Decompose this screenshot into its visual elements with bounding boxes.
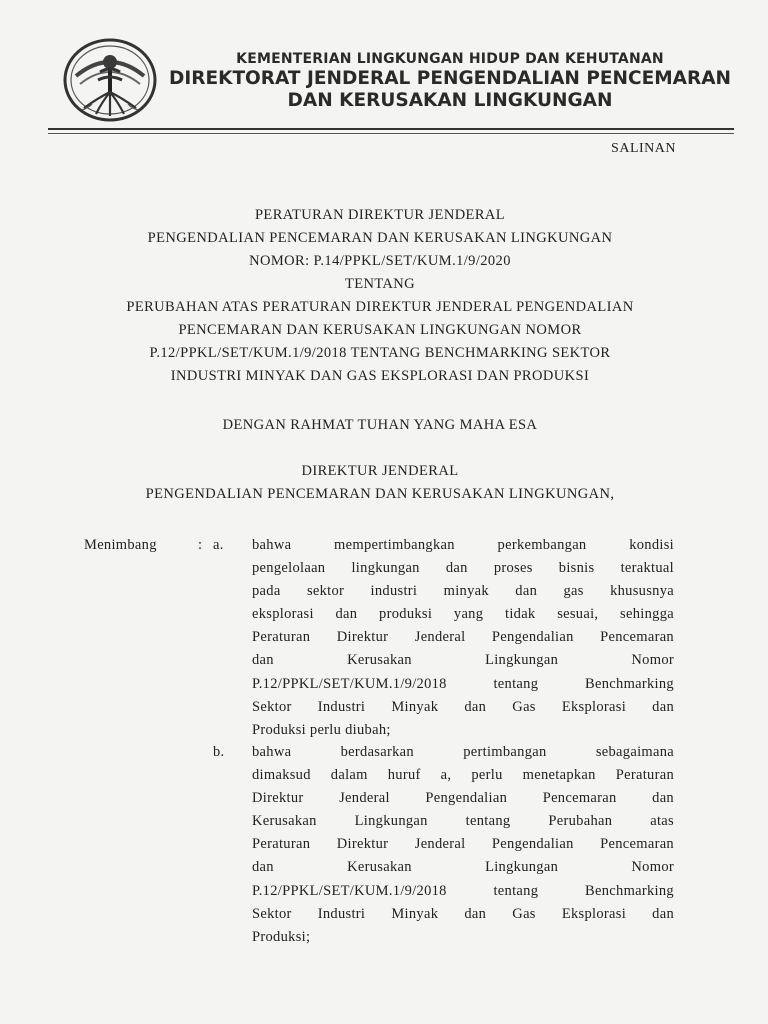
paragraph-line: bahwa berdasarkan pertimbangan sebagaimana (252, 744, 674, 760)
paragraph-line: pada sektor industri minyak dan gas khususnya (252, 583, 674, 600)
letterhead-rule-thick (48, 128, 734, 130)
menimbang-colon: : (198, 537, 203, 553)
directorate-name-line1: DIREKTORAT JENDERAL PENGENDALIAN PENCEMARAN (168, 68, 732, 89)
title-line: INDUSTRI MINYAK DAN GAS EKSPLORASI DAN PRODUKSI (170, 368, 590, 384)
signatory-line: DIREKTUR JENDERAL (301, 463, 459, 479)
item-marker-a: a. (213, 537, 224, 553)
consideration-item-a (252, 534, 674, 742)
paragraph-line: pengelolaan lingkungan dan proses bisnis teraktual (252, 560, 674, 577)
menimbang-label: Menimbang (84, 537, 157, 553)
title-line: PENCEMARAN DAN KERUSAKAN LINGKUNGAN NOMOR (178, 322, 582, 338)
regulation-title (80, 204, 680, 388)
paragraph-line: Produksi; (252, 928, 311, 945)
paragraph-line: P.12/PPKL/SET/KUM.1/9/2018 tentang Benchmarking (252, 882, 674, 899)
paragraph-line: Peraturan Direktur Jenderal Pengendalian Pencemaran (252, 836, 674, 853)
paragraph-line: dimaksud dalam huruf a, perlu menetapkan Peraturan (252, 767, 674, 784)
paragraph-line: Peraturan Direktur Jenderal Pengendalian Pencemaran (252, 629, 674, 646)
ministry-tree-emblem-icon (62, 38, 158, 122)
copy-stamp: SALINAN (611, 141, 676, 156)
title-line: TENTANG (344, 276, 416, 292)
ministry-name: KEMENTERIAN LINGKUNGAN HIDUP DAN KEHUTANAN (236, 51, 664, 67)
paragraph-line: Kerusakan Lingkungan tentang Perubahan atas (252, 813, 674, 830)
blessing (80, 414, 680, 437)
consideration-item-b (252, 741, 674, 949)
signatory-heading (80, 460, 680, 506)
paragraph-line: Sektor Industri Minyak dan Gas Eksplorasi dan (252, 698, 674, 715)
title-line: NOMOR: P.14/PPKL/SET/KUM.1/9/2020 (249, 253, 511, 269)
signatory-line: PENGENDALIAN PENCEMARAN DAN KERUSAKAN LINGKUNGAN, (145, 486, 615, 502)
title-line: PERUBAHAN ATAS PERATURAN DIREKTUR JENDERAL PENGENDALIAN (126, 299, 634, 315)
paragraph-line: dan Kerusakan Lingkungan Nomor (252, 652, 674, 669)
paragraph-line: dan Kerusakan Lingkungan Nomor (252, 859, 674, 876)
item-marker-b: b. (213, 744, 225, 760)
paragraph-line: Direktur Jenderal Pengendalian Pencemaran dan (252, 790, 674, 807)
paragraph-line: Produksi perlu diubah; (252, 721, 391, 738)
paragraph-line: P.12/PPKL/SET/KUM.1/9/2018 tentang Benchmarking (252, 675, 674, 692)
title-line: P.12/PPKL/SET/KUM.1/9/2018 TENTANG BENCHMARKING SEKTOR (149, 345, 611, 361)
letterhead (160, 50, 740, 112)
paragraph-line: Sektor Industri Minyak dan Gas Eksplorasi dan (252, 905, 674, 922)
paragraph-line: eksplorasi dan produksi yang tidak sesuai, sehingga (252, 606, 674, 623)
blessing-line: DENGAN RAHMAT TUHAN YANG MAHA ESA (222, 417, 538, 433)
letterhead-rule-thin (48, 133, 734, 134)
directorate-name-line2: DAN KERUSAKAN LINGKUNGAN (287, 90, 613, 111)
paragraph-line: bahwa mempertimbangkan perkembangan kondisi (252, 537, 674, 553)
title-line: PENGENDALIAN PENCEMARAN DAN KERUSAKAN LINGKUNGAN (147, 230, 613, 246)
title-line: PERATURAN DIREKTUR JENDERAL (254, 207, 506, 223)
